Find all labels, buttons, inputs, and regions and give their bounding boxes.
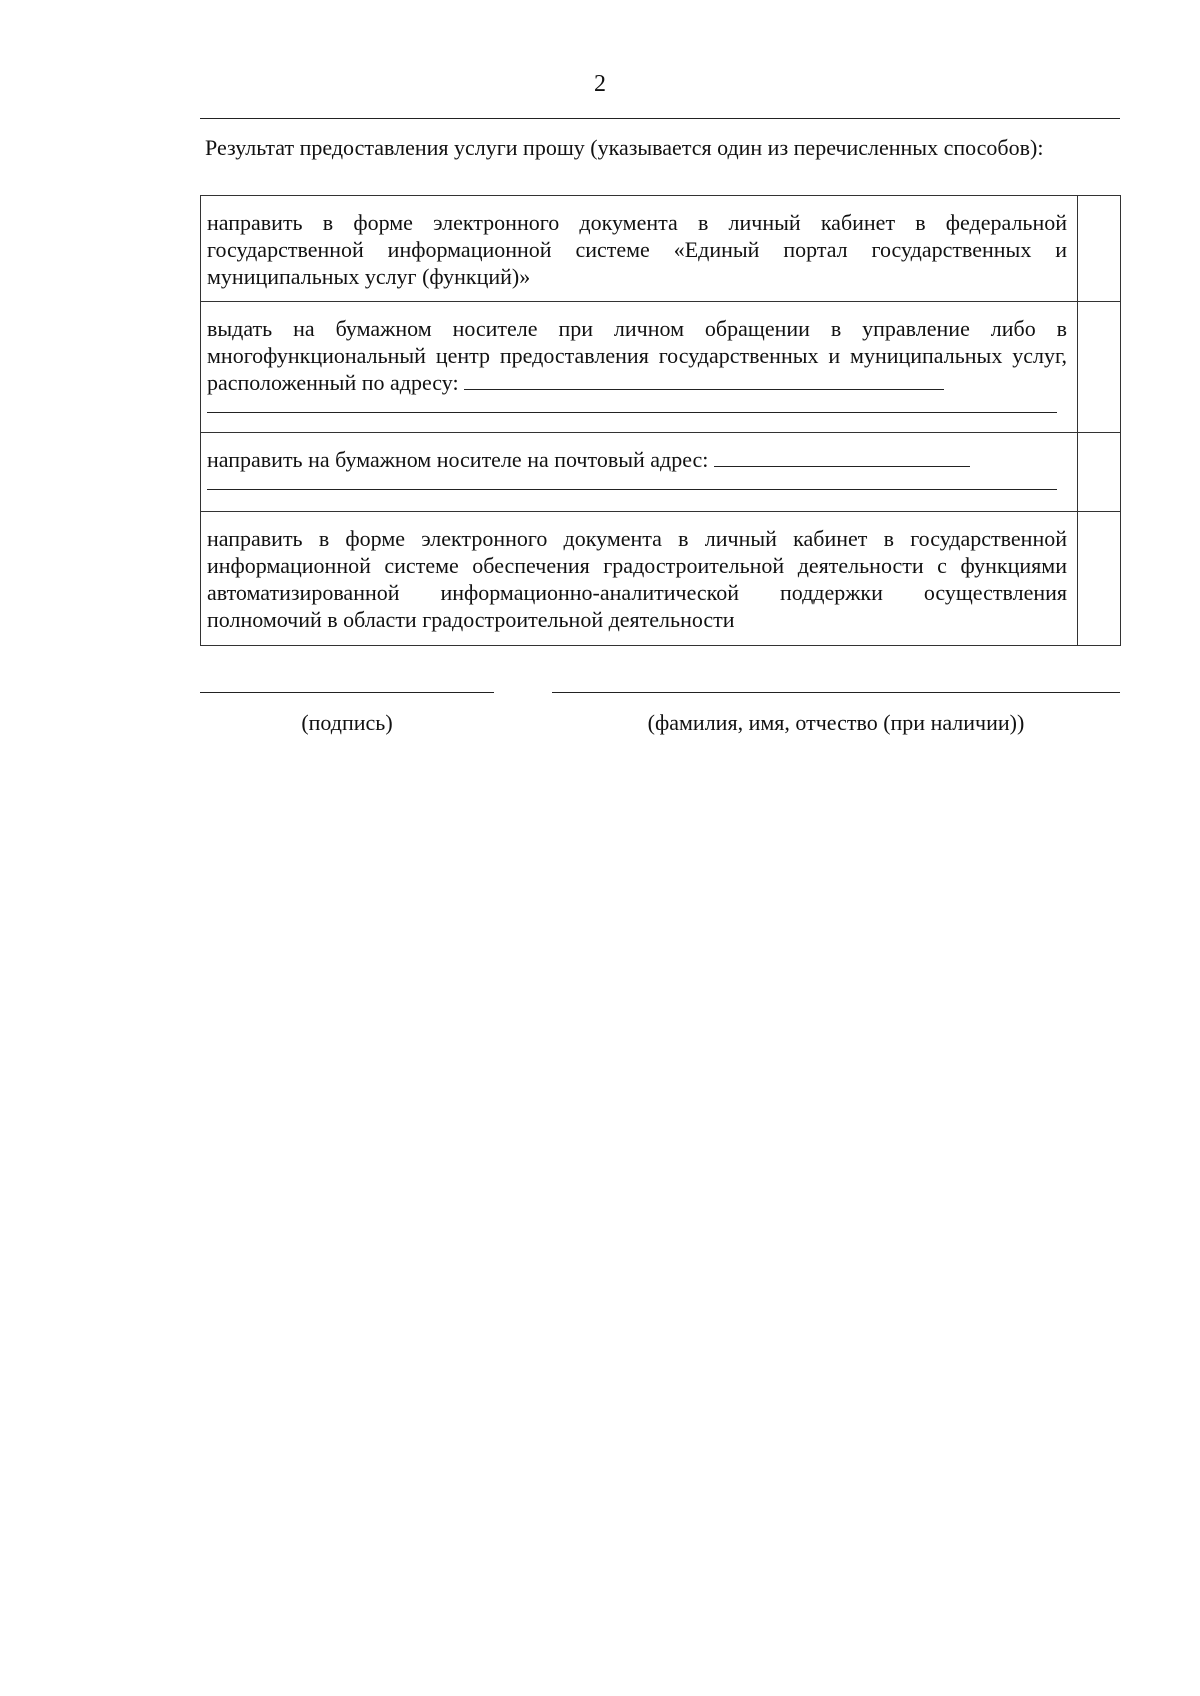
signature-line[interactable] (200, 692, 494, 693)
intro-paragraph: Результат предоставления услуги прошу (указывается один из перечисленных способов): (205, 135, 1044, 160)
option-paper-office-label: выдать на бумажном носителе при личном обращении в управление либо в многофункциональный центр предоставления государственных и муниципальных услуг, расположенный по адресу: (207, 316, 1067, 395)
option-row-epgu (201, 196, 1121, 302)
option-isogd-checkbox[interactable] (1078, 512, 1121, 646)
full-name-line[interactable] (552, 692, 1120, 693)
address-fill-line[interactable] (464, 369, 944, 390)
signature-caption: (подпись) (301, 710, 393, 735)
option-text-cell (201, 302, 1078, 433)
postal-address-fill-line-continued[interactable] (207, 475, 1057, 490)
option-mail-label: направить на бумажном носителе на почтовый адрес: (207, 447, 709, 472)
page-number: 2 (594, 71, 606, 97)
option-isogd-label: направить в форме электронного документа в личный кабинет в государственной информационной системе обеспечения градостроительной деятельности с функциями автоматизированной информационно-аналитической поддержки осуществления полномочий в области градостроительной деятельности (207, 526, 1067, 632)
option-text-cell (201, 512, 1078, 646)
option-text-cell (201, 433, 1078, 512)
option-row-mail (201, 433, 1121, 512)
option-mail-checkbox[interactable] (1078, 433, 1121, 512)
option-row-paper-office (201, 302, 1121, 433)
full-name-caption: (фамилия, имя, отчество (при наличии)) (647, 710, 1025, 735)
option-epgu-label: направить в форме электронного документа в личный кабинет в федеральной государственной информационной системе «Единый портал государственных и муниципальных услуг (функций)» (207, 210, 1067, 289)
header-divider (200, 118, 1120, 119)
option-row-isogd (201, 512, 1121, 646)
address-fill-line-continued[interactable] (207, 398, 1057, 413)
option-epgu-checkbox[interactable] (1078, 196, 1121, 302)
postal-address-fill-line[interactable] (714, 446, 970, 467)
option-paper-office-checkbox[interactable] (1078, 302, 1121, 433)
option-text-cell (201, 196, 1078, 302)
delivery-options-table (200, 195, 1121, 646)
